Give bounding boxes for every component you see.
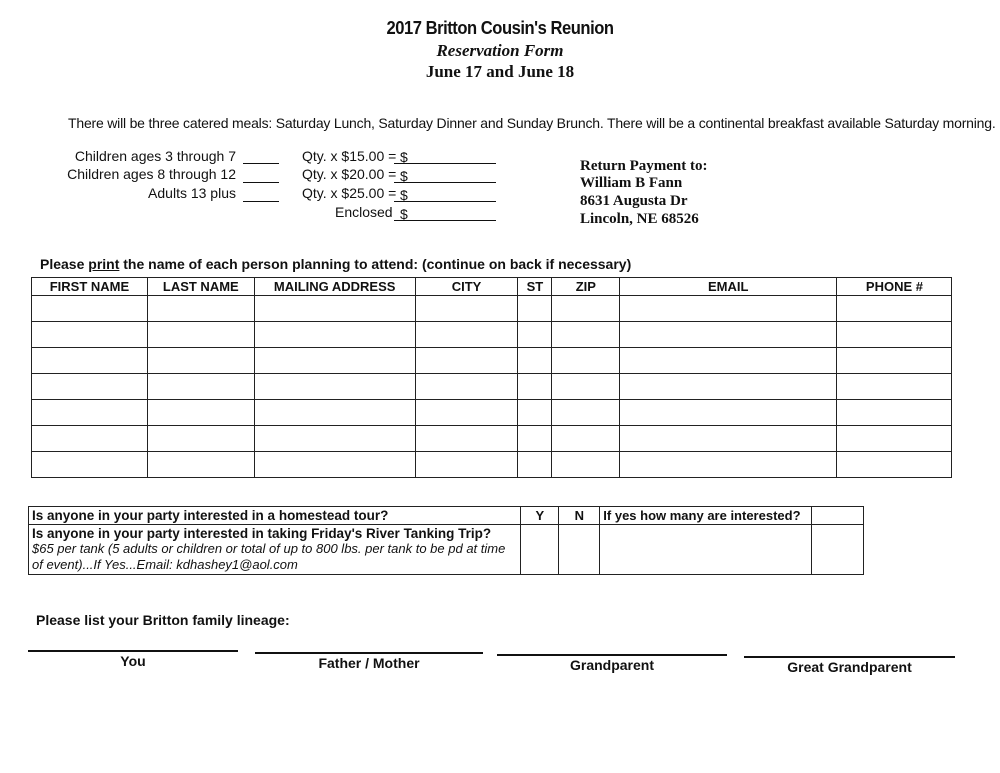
river-tanking-row [29, 525, 864, 575]
zip-cell[interactable] [552, 296, 620, 322]
subtotal-8-12-field[interactable] [394, 168, 496, 183]
city-cell[interactable] [415, 400, 518, 426]
first-name-cell[interactable] [32, 452, 148, 478]
qty-price-20: Qty. x $20.00 = [302, 166, 397, 182]
adults-count-field[interactable] [243, 187, 279, 202]
column-header-email: EMAIL [620, 278, 837, 296]
column-header-first-name: FIRST NAME [32, 278, 148, 296]
instruction-prefix: Please [40, 256, 89, 272]
enclosed-total-field[interactable] [394, 206, 496, 221]
state-cell[interactable] [518, 400, 552, 426]
state-cell[interactable] [518, 426, 552, 452]
subtotal-adults-field[interactable] [394, 187, 496, 202]
city-cell[interactable] [415, 348, 518, 374]
state-cell[interactable] [518, 452, 552, 478]
attendee-table [31, 277, 952, 478]
lineage-parent-caption: Father / Mother [318, 655, 420, 671]
how-many-header: If yes how many are interested? [600, 507, 812, 525]
river-tanking-detail: $65 per tank (5 adults or children or total of up to 800 lbs. per tank to be pd at time of event)...If Yes...Email: kdhashey1@aol.com [32, 541, 506, 572]
river-tanking-how-many-cell[interactable] [600, 525, 812, 575]
form-subtitle: Reservation Form [436, 41, 564, 60]
currency-symbol: $ [400, 206, 408, 222]
instruction-suffix: the name of each person planning to attend: (continue on back if necessary) [119, 256, 632, 272]
email-cell[interactable] [620, 400, 837, 426]
state-cell[interactable] [518, 374, 552, 400]
zip-cell[interactable] [552, 400, 620, 426]
phone-cell[interactable] [837, 348, 952, 374]
column-header-mailing-address: MAILING ADDRESS [254, 278, 415, 296]
last-name-cell[interactable] [147, 322, 254, 348]
currency-symbol: $ [400, 187, 408, 203]
qty-price-15: Qty. x $15.00 = [302, 148, 397, 164]
price-label-adults: Adults 13 plus [148, 185, 236, 201]
river-tanking-count-cell[interactable] [812, 525, 864, 575]
city-cell[interactable] [415, 374, 518, 400]
return-payment-heading: Return Payment to: [580, 158, 708, 174]
subtotal-3-7-field[interactable] [394, 149, 496, 164]
attendee-instructions [40, 256, 631, 272]
last-name-cell[interactable] [147, 348, 254, 374]
phone-cell[interactable] [837, 426, 952, 452]
state-cell[interactable] [518, 322, 552, 348]
zip-cell[interactable] [552, 348, 620, 374]
table-row [32, 348, 952, 374]
table-row [32, 296, 952, 322]
lineage-you-line[interactable] [28, 650, 238, 652]
email-cell[interactable] [620, 452, 837, 478]
phone-cell[interactable] [837, 400, 952, 426]
first-name-cell[interactable] [32, 322, 148, 348]
city-cell[interactable] [415, 452, 518, 478]
mailing-address-cell[interactable] [254, 348, 415, 374]
column-header-last-name: LAST NAME [147, 278, 254, 296]
return-payment-city: Lincoln, NE 68526 [580, 211, 699, 227]
zip-cell[interactable] [552, 426, 620, 452]
email-cell[interactable] [620, 296, 837, 322]
city-cell[interactable] [415, 296, 518, 322]
email-cell[interactable] [620, 374, 837, 400]
yes-column-header: Y [521, 507, 559, 525]
table-row [32, 374, 952, 400]
activities-table [28, 506, 864, 575]
return-payment-street: 8631 Augusta Dr [580, 193, 688, 209]
enclosed-label: Enclosed [335, 204, 393, 220]
state-cell[interactable] [518, 348, 552, 374]
river-tanking-no-cell[interactable] [559, 525, 600, 575]
lineage-grandparent-caption: Grandparent [569, 657, 654, 673]
phone-cell[interactable] [837, 322, 952, 348]
last-name-cell[interactable] [147, 374, 254, 400]
column-header-phone: PHONE # [837, 278, 952, 296]
table-row [32, 400, 952, 426]
first-name-cell[interactable] [32, 296, 148, 322]
state-cell[interactable] [518, 296, 552, 322]
age-3-7-count-field[interactable] [243, 149, 279, 164]
lineage-great-grandparent-caption: Great Grandparent [787, 659, 912, 675]
column-header-state: ST [518, 278, 552, 296]
mailing-address-cell[interactable] [254, 296, 415, 322]
event-dates: June 17 and June 18 [425, 62, 575, 81]
first-name-cell[interactable] [32, 348, 148, 374]
mailing-address-cell[interactable] [254, 452, 415, 478]
age-8-12-count-field[interactable] [243, 168, 279, 183]
price-label-children-3-7: Children ages 3 through 7 [74, 148, 236, 164]
lineage-grandparent-line[interactable] [497, 654, 727, 656]
first-name-cell[interactable] [32, 426, 148, 452]
mailing-address-cell[interactable] [254, 400, 415, 426]
currency-symbol: $ [400, 168, 408, 184]
river-tanking-question: Is anyone in your party interested in taking Friday's River Tanking Trip? [32, 526, 492, 541]
attendee-table-header [32, 278, 952, 296]
river-tanking-question-cell [29, 525, 521, 575]
return-payment-name: William B Fann [580, 175, 683, 191]
form-title: 2017 Britton Cousin's Reunion [386, 18, 614, 38]
last-name-cell[interactable] [147, 426, 254, 452]
mailing-address-cell[interactable] [254, 374, 415, 400]
phone-cell[interactable] [837, 374, 952, 400]
column-header-zip: ZIP [552, 278, 620, 296]
zip-cell[interactable] [552, 452, 620, 478]
email-cell[interactable] [620, 348, 837, 374]
price-label-children-8-12: Children ages 8 through 12 [67, 166, 236, 182]
last-name-cell[interactable] [147, 452, 254, 478]
first-name-cell[interactable] [32, 374, 148, 400]
homestead-tour-row [29, 507, 864, 525]
first-name-cell[interactable] [32, 400, 148, 426]
currency-symbol: $ [400, 149, 408, 165]
city-cell[interactable] [415, 322, 518, 348]
zip-cell[interactable] [552, 322, 620, 348]
lineage-parent-line[interactable] [255, 652, 483, 654]
table-row [32, 322, 952, 348]
last-name-cell[interactable] [147, 400, 254, 426]
river-tanking-yes-cell[interactable] [521, 525, 559, 575]
lineage-great-grandparent-line[interactable] [744, 656, 955, 658]
last-name-cell[interactable] [147, 296, 254, 322]
email-cell[interactable] [620, 322, 837, 348]
meals-note: There will be three catered meals: Saturday Lunch, Saturday Dinner and Sunday Brunch. There will be a continental breakfast available Saturday morning. [68, 115, 996, 131]
phone-cell[interactable] [837, 296, 952, 322]
table-row [32, 426, 952, 452]
mailing-address-cell[interactable] [254, 426, 415, 452]
mailing-address-cell[interactable] [254, 322, 415, 348]
email-cell[interactable] [620, 426, 837, 452]
zip-cell[interactable] [552, 374, 620, 400]
city-cell[interactable] [415, 426, 518, 452]
table-row [32, 452, 952, 478]
phone-cell[interactable] [837, 452, 952, 478]
homestead-tour-question: Is anyone in your party interested in a homestead tour? [29, 507, 521, 525]
column-header-city: CITY [415, 278, 518, 296]
homestead-count-cell[interactable] [812, 507, 864, 525]
lineage-label: Please list your Britton family lineage: [36, 612, 290, 628]
instruction-emphasis: print [88, 256, 120, 272]
qty-price-25: Qty. x $25.00 = [302, 185, 397, 201]
no-column-header: N [559, 507, 600, 525]
lineage-you-caption: You [120, 653, 146, 669]
